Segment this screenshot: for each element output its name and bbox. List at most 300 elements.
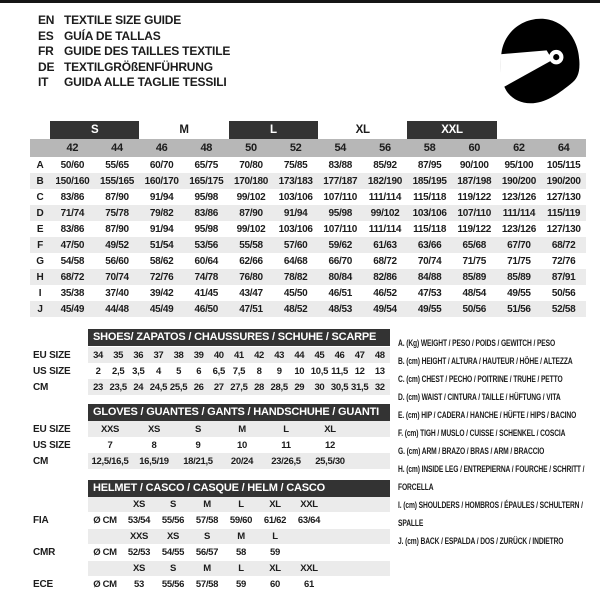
row-label: FIA xyxy=(33,515,49,526)
size-cell: 103/106 xyxy=(407,205,452,221)
size-header-cell: XXS xyxy=(129,531,149,542)
language-row xyxy=(38,75,230,91)
size-cell: 60/64 xyxy=(194,255,219,267)
size-cell: 111/114 xyxy=(497,205,542,221)
gloves-table-title: GLOVES / GUANTES / GANTS / HANDSCHUHE / GUANTI xyxy=(88,404,390,421)
column-header: 64 xyxy=(541,139,586,157)
size-cell: 43/47 xyxy=(239,287,263,299)
size-cell: 67/70 xyxy=(497,237,542,253)
size-cell: 79/82 xyxy=(139,205,184,221)
size-cell: 50/60 xyxy=(60,159,85,171)
language-title: TEXTILGRÖßENFÜHRUNG xyxy=(64,59,213,74)
size-cell: 95/98 xyxy=(318,205,363,221)
size-cell: 37/40 xyxy=(105,287,129,299)
size-cell: 45/49 xyxy=(50,301,95,317)
legend-item: F. (cm) TIGH / MUSLO / CUISSE / SCHENKEL / COSCIA xyxy=(398,428,566,438)
size-cell: 41 xyxy=(233,349,244,361)
language-row xyxy=(38,44,230,60)
size-cell: 190/200 xyxy=(541,173,586,189)
size-cell: 111/114 xyxy=(368,223,402,235)
textile-size-table xyxy=(30,121,586,317)
size-cell: 70/74 xyxy=(95,269,140,285)
row-label: F xyxy=(30,237,50,253)
size-cell: 155/165 xyxy=(95,173,140,189)
legend-item: H. (cm) INSIDE LEG / ENTREPIERNA / FOURCHE / SCHRITT / FORCELLA xyxy=(398,464,585,492)
corner-cell xyxy=(30,139,50,157)
size-cell: 68/72 xyxy=(541,237,586,253)
helmet-size-row xyxy=(88,561,390,576)
size-cell: 95/98 xyxy=(194,223,219,235)
row-label: E xyxy=(36,223,44,235)
size-header-cell: L xyxy=(238,563,244,574)
helmet-size-row xyxy=(88,529,390,544)
column-header: 52 xyxy=(273,139,318,157)
size-cell: 91/94 xyxy=(273,205,318,221)
size-cell: 66/70 xyxy=(328,255,353,267)
size-cell: 3,5 xyxy=(132,365,145,377)
size-cell: 115/118 xyxy=(413,191,447,203)
gloves-table xyxy=(33,421,390,469)
row-label: D xyxy=(30,205,50,221)
column-header: 44 xyxy=(95,139,140,157)
row-label: J xyxy=(30,301,50,317)
sheet-row xyxy=(33,437,390,453)
size-cell: 48/53 xyxy=(318,301,363,317)
size-cell: 87/90 xyxy=(229,205,274,221)
helmet-table xyxy=(33,497,390,593)
size-cell: 36 xyxy=(133,349,144,361)
row-label: ECE xyxy=(33,579,53,590)
size-group-header: L xyxy=(229,121,318,139)
helmet-value-row xyxy=(33,576,390,593)
language-code: IT xyxy=(38,75,49,90)
size-header-cell: XL xyxy=(269,563,281,574)
size-header-cell: XXL xyxy=(300,563,318,574)
size-cell: 47 xyxy=(354,349,365,361)
size-cell: 90/100 xyxy=(459,159,489,171)
size-cell: 165/175 xyxy=(184,173,229,189)
size-cell: 190/200 xyxy=(497,173,542,189)
row-label: B xyxy=(30,173,50,189)
size-cell: 173/183 xyxy=(273,173,318,189)
column-header-row xyxy=(30,139,586,157)
size-cell: 39 xyxy=(193,349,204,361)
size-cell: 46/50 xyxy=(184,301,229,317)
language-row xyxy=(38,29,230,45)
size-cell: 74/78 xyxy=(184,269,229,285)
size-cell: 65/68 xyxy=(452,237,497,253)
size-cell: 72/76 xyxy=(551,255,576,267)
size-cell: 65/75 xyxy=(194,159,219,171)
size-cell: 28,5 xyxy=(270,381,288,393)
size-cell: 59 xyxy=(270,547,280,558)
size-cell: 105/115 xyxy=(546,159,581,171)
size-cell: 42 xyxy=(254,349,265,361)
size-cell: L xyxy=(283,423,289,435)
size-cell: 25,5/30 xyxy=(315,455,345,467)
size-cell: 150/160 xyxy=(50,173,95,189)
size-cell: 127/130 xyxy=(546,191,581,203)
size-cell: 2 xyxy=(95,365,101,377)
row-label: G xyxy=(36,255,44,267)
size-cell: 56/57 xyxy=(195,547,219,558)
size-cell: 18/21,5 xyxy=(183,455,213,467)
legend-item: A. (Kg) WEIGHT / PESO / POIDS / GEWITCH / PESO xyxy=(398,338,556,348)
size-cell: 127/130 xyxy=(546,223,581,235)
size-cell: 85/89 xyxy=(497,269,542,285)
size-cell: 12 xyxy=(325,439,335,451)
row-label: I xyxy=(38,287,42,299)
table-row xyxy=(30,285,586,301)
size-cell: 57/60 xyxy=(273,237,318,253)
size-group-header xyxy=(30,121,50,139)
size-cell: 12,5/16,5 xyxy=(91,455,129,467)
size-cell: 43 xyxy=(274,349,285,361)
column-header: 48 xyxy=(184,139,229,157)
size-cell: 53/56 xyxy=(184,237,229,253)
size-cell: 61 xyxy=(304,579,314,590)
helmet-value-row xyxy=(33,512,390,529)
size-cell: 48/52 xyxy=(273,301,318,317)
size-cell: 28 xyxy=(254,381,265,393)
size-cell: 55/58 xyxy=(229,237,274,253)
size-cell: 80/84 xyxy=(318,269,363,285)
size-cell: 12 xyxy=(354,365,365,377)
size-cell: 13 xyxy=(374,365,385,377)
size-cell: 91/94 xyxy=(149,191,174,203)
column-header: 50 xyxy=(229,139,274,157)
size-cell: 26 xyxy=(193,381,204,393)
size-cell: 61/63 xyxy=(363,237,408,253)
language-title: GUIDA ALLE TAGLIE TESSILI xyxy=(64,75,227,90)
size-cell: 9 xyxy=(276,365,282,377)
size-group-row xyxy=(30,121,586,139)
size-cell: 115/119 xyxy=(541,205,586,221)
size-cell: 47/53 xyxy=(417,287,442,299)
size-cell: 39/42 xyxy=(149,287,174,299)
size-cell: 58/62 xyxy=(149,255,174,267)
helmet-table-title: HELMET / CASCO / CASQUE / HELM / CASCO xyxy=(88,480,390,497)
column-header: 58 xyxy=(407,139,452,157)
row-label: EU SIZE xyxy=(33,423,71,435)
table-row xyxy=(30,157,586,173)
sheet-row xyxy=(33,379,390,395)
column-header: 60 xyxy=(452,139,497,157)
size-cell: 11 xyxy=(281,439,291,451)
legend-item: D. (cm) WAIST / CINTURA / TAILLE / HÜFTUNG / VITA xyxy=(398,392,561,402)
table-row xyxy=(30,189,586,205)
size-cell: 56/60 xyxy=(105,255,129,267)
size-cell: 27,5 xyxy=(230,381,248,393)
size-cell: 63/64 xyxy=(297,515,321,526)
size-cell: 87/91 xyxy=(541,269,586,285)
size-header-cell: S xyxy=(169,499,177,510)
size-cell: 34 xyxy=(93,349,104,361)
size-group-header: XXL xyxy=(407,121,496,139)
size-cell: 84/88 xyxy=(407,269,452,285)
size-cell: 68/72 xyxy=(373,255,397,267)
size-cell: 53/54 xyxy=(127,515,151,526)
language-code: ES xyxy=(38,28,54,43)
size-cell: 35/38 xyxy=(60,287,85,299)
size-cell: 85/89 xyxy=(452,269,497,285)
size-cell: 25,5 xyxy=(169,381,188,393)
size-cell: 46/52 xyxy=(373,287,397,299)
helmet-value-row xyxy=(33,544,390,561)
size-cell: 46/51 xyxy=(328,287,353,299)
language-title: TEXTILE SIZE GUIDE xyxy=(64,13,182,27)
size-cell: 52/58 xyxy=(541,301,586,317)
size-cell: 83/88 xyxy=(328,159,353,171)
size-cell: M xyxy=(238,423,246,435)
size-header-cell: XS xyxy=(132,499,146,510)
sheet-row xyxy=(33,347,390,363)
size-cell: 8 xyxy=(151,439,157,451)
size-cell: 40 xyxy=(213,349,224,361)
size-cell: 64/68 xyxy=(283,255,308,267)
row-label: CMR xyxy=(33,547,56,558)
size-cell: 182/190 xyxy=(363,173,408,189)
size-cell: 16,5/19 xyxy=(139,455,169,467)
table-row xyxy=(30,221,586,237)
size-cell: 59 xyxy=(236,579,246,590)
row-label: H xyxy=(30,269,50,285)
size-header-cell: S xyxy=(203,531,211,542)
size-cell: 30,5 xyxy=(330,381,349,393)
size-cell: 50/56 xyxy=(452,301,497,317)
size-cell: 52/53 xyxy=(127,547,151,558)
size-cell: 30 xyxy=(314,381,325,393)
size-cell: 75/78 xyxy=(95,205,140,221)
size-cell: 31,5 xyxy=(351,381,369,393)
size-group-header: S xyxy=(50,121,139,139)
size-cell: 75/85 xyxy=(283,159,308,171)
size-cell: 45/50 xyxy=(283,287,308,299)
size-cell: 119/122 xyxy=(457,191,492,203)
size-header-cell: M xyxy=(203,563,211,574)
size-cell: 44 xyxy=(294,349,305,361)
size-group-header: XL xyxy=(355,124,370,136)
size-cell: 4 xyxy=(155,365,161,377)
row-label: EU SIZE xyxy=(33,349,71,361)
size-cell: 99/102 xyxy=(363,205,408,221)
legend-item: C. (cm) CHEST / PECHO / POITRINE / TRUHE / PETTO xyxy=(398,374,563,384)
language-code: EN xyxy=(38,13,55,27)
size-cell: 107/110 xyxy=(323,223,358,235)
size-cell: 55/56 xyxy=(161,515,185,526)
language-row xyxy=(38,60,230,76)
size-cell: 48 xyxy=(374,349,385,361)
size-cell: 10 xyxy=(237,439,247,451)
size-header-cell: XS xyxy=(166,531,180,542)
size-header-cell: XL xyxy=(269,499,281,510)
language-title: GUÍA DE TALLAS xyxy=(64,28,161,43)
row-label: US SIZE xyxy=(33,365,71,377)
size-cell: 7,5 xyxy=(232,365,246,377)
size-cell: 71/75 xyxy=(462,255,487,267)
shoes-table-title: SHOES/ ZAPATOS / CHAUSSURES / SCHUHE / SCARPE xyxy=(88,329,390,346)
size-cell: 70/74 xyxy=(417,255,442,267)
row-label: CM xyxy=(33,381,49,393)
column-header: 56 xyxy=(363,139,408,157)
size-cell: 54/58 xyxy=(60,255,85,267)
top-border-line xyxy=(0,0,600,3)
size-cell: 87/95 xyxy=(417,159,442,171)
size-cell: 54/55 xyxy=(161,547,185,558)
size-cell: 24,5 xyxy=(149,381,168,393)
size-cell: 50/56 xyxy=(551,287,576,299)
size-cell: 59/62 xyxy=(318,237,363,253)
size-cell: 47/50 xyxy=(50,237,95,253)
size-cell: 46 xyxy=(334,349,345,361)
size-cell: 7 xyxy=(107,439,113,451)
helmet-size-row xyxy=(88,497,390,512)
shoes-table xyxy=(33,347,390,395)
size-cell: 119/122 xyxy=(457,223,492,235)
size-header-cell: M xyxy=(203,499,211,510)
size-cell: 49/55 xyxy=(407,301,452,317)
unit-cell: Ø CM xyxy=(93,579,117,590)
size-cell: 87/90 xyxy=(105,191,129,203)
size-cell: 10 xyxy=(294,365,305,377)
size-cell: 123/126 xyxy=(501,223,536,235)
table-row xyxy=(30,269,586,285)
language-list xyxy=(38,13,230,91)
language-code: DE xyxy=(38,59,55,74)
size-cell: 63/66 xyxy=(407,237,452,253)
size-cell: 71/75 xyxy=(507,255,531,267)
size-cell: 37 xyxy=(153,349,164,361)
language-title: GUIDE DES TAILLES TEXTILE xyxy=(64,44,231,59)
size-header-cell: XXL xyxy=(300,499,318,510)
size-cell: 57/58 xyxy=(195,515,219,526)
size-cell: 41/45 xyxy=(194,287,219,299)
size-cell: 72/76 xyxy=(139,269,184,285)
size-cell: 99/102 xyxy=(236,191,266,203)
size-cell: 82/86 xyxy=(363,269,408,285)
size-cell: 6,5 xyxy=(212,365,225,377)
size-cell: 91/94 xyxy=(149,223,174,235)
size-cell: 55/65 xyxy=(105,159,129,171)
racing-helmet-icon xyxy=(490,12,586,108)
size-cell: 59/60 xyxy=(229,515,253,526)
size-header-cell: L xyxy=(238,499,244,510)
size-cell: 20/24 xyxy=(230,455,254,467)
size-cell: 87/90 xyxy=(105,223,129,235)
size-cell: 35 xyxy=(113,349,124,361)
table-row xyxy=(30,205,586,221)
size-cell: 51/56 xyxy=(497,301,542,317)
size-cell: 123/126 xyxy=(501,191,536,203)
size-cell: 70/80 xyxy=(239,159,263,171)
size-cell: 57/58 xyxy=(195,579,219,590)
size-cell: 58 xyxy=(236,547,246,558)
unit-cell: Ø CM xyxy=(93,515,117,526)
size-cell: 107/110 xyxy=(323,191,358,203)
size-group-header xyxy=(497,121,542,139)
size-cell: 24 xyxy=(133,381,144,393)
language-row xyxy=(38,13,230,29)
size-cell: 10,5 xyxy=(310,365,329,377)
size-cell: 51/54 xyxy=(139,237,184,253)
size-cell: 23/26,5 xyxy=(271,455,301,467)
size-cell: 8 xyxy=(256,365,262,377)
sheet-row xyxy=(33,363,390,379)
size-cell: 49/55 xyxy=(507,287,531,299)
sheet-row xyxy=(33,453,390,469)
size-cell: 55/56 xyxy=(161,579,185,590)
size-cell: 115/118 xyxy=(413,223,447,235)
legend-item: G. (cm) ARM / BRAZO / BRAS / ARM / BRACCIO xyxy=(398,446,545,456)
size-cell: 99/102 xyxy=(236,223,266,235)
size-cell: 68/72 xyxy=(50,269,95,285)
size-header-cell: L xyxy=(272,531,278,542)
size-cell: 2,5 xyxy=(112,365,125,377)
size-cell: 95/100 xyxy=(504,159,534,171)
row-label: CM xyxy=(33,455,49,467)
size-cell: 11,5 xyxy=(331,365,348,377)
size-cell: XXS xyxy=(100,423,120,435)
row-label: C xyxy=(36,191,44,203)
size-cell: 177/187 xyxy=(318,173,363,189)
legend-item: I. (cm) SHOULDERS / HOMBROS / ÉPAULES / SCHULTERN / SPALLE xyxy=(398,500,583,528)
size-cell: 62/66 xyxy=(239,255,263,267)
size-cell: 78/82 xyxy=(273,269,318,285)
column-header: 62 xyxy=(497,139,542,157)
table-row xyxy=(30,253,586,269)
size-cell: 185/195 xyxy=(407,173,452,189)
size-cell: 71/74 xyxy=(50,205,95,221)
size-cell: 170/180 xyxy=(229,173,274,189)
size-cell: 49/54 xyxy=(363,301,408,317)
table-row xyxy=(30,237,586,253)
size-group-header: M xyxy=(179,124,189,136)
size-header-cell: XS xyxy=(132,563,146,574)
column-header: 42 xyxy=(50,139,95,157)
column-header: 54 xyxy=(318,139,363,157)
legend-item: B. (cm) HEIGHT / ALTURA / HAUTEUR / HÖHE / ALTEZZA xyxy=(398,356,573,366)
size-header-cell: M xyxy=(237,531,245,542)
table-row xyxy=(30,301,586,317)
row-label: US SIZE xyxy=(33,439,71,451)
size-cell: 45/49 xyxy=(139,301,184,317)
column-header: 46 xyxy=(139,139,184,157)
racing-helmet-icon xyxy=(490,12,586,108)
size-cell: 103/106 xyxy=(278,191,313,203)
size-cell: 32 xyxy=(374,381,385,393)
size-cell: 83/86 xyxy=(60,223,85,235)
size-cell: 111/114 xyxy=(368,191,402,203)
language-code: FR xyxy=(38,44,54,59)
size-cell: 27 xyxy=(213,381,224,393)
size-cell: 60 xyxy=(270,579,280,590)
size-cell: 83/86 xyxy=(184,205,229,221)
size-cell: 9 xyxy=(195,439,201,451)
size-cell: 61/62 xyxy=(263,515,287,526)
size-cell: 6 xyxy=(196,365,202,377)
size-header-cell: S xyxy=(169,563,177,574)
size-cell: 76/80 xyxy=(229,269,274,285)
size-cell: XS xyxy=(147,423,161,435)
size-cell: 60/70 xyxy=(149,159,174,171)
size-cell: 83/86 xyxy=(60,191,85,203)
size-cell: 95/98 xyxy=(194,191,219,203)
size-cell: 23 xyxy=(93,381,104,393)
size-cell: 107/110 xyxy=(452,205,497,221)
unit-cell: Ø CM xyxy=(93,547,117,558)
size-cell: 23,5 xyxy=(109,381,127,393)
size-cell: 85/92 xyxy=(373,159,397,171)
